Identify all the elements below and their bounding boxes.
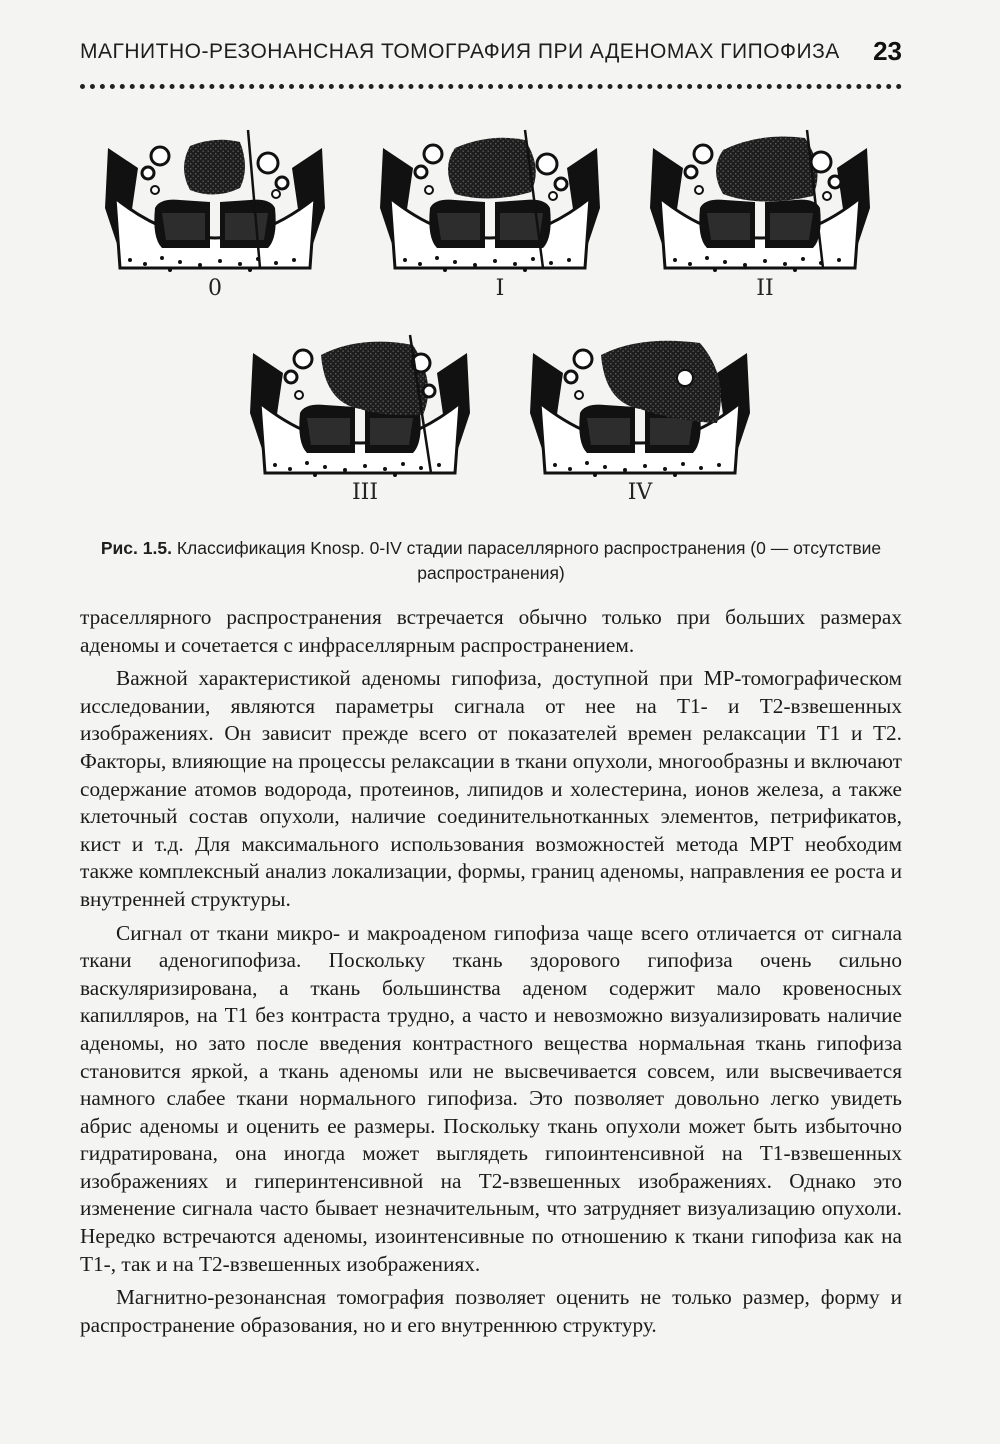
header-dotted-rule (80, 84, 902, 89)
knosp-diagram-stage-1 (375, 128, 605, 278)
body-text (80, 604, 902, 1345)
stage-label-3: III (351, 480, 379, 505)
stage-label-4: IV (627, 480, 653, 505)
stage-label-0: 0 (208, 276, 222, 301)
paragraph: Магнитно-резонансная томография позволяет оценить не только размер, форму и распространение образования, но и его внутреннюю структуру. (80, 1285, 902, 1337)
paragraph: Сигнал от ткани микро- и макроаденом гипофиза чаще всего отличается от сигнала ткани аденогипофиза. Поскольку ткань здорового гипофиза очень сильно васкуляризирована, а ткань большинства аденом содержит мало кровеносных капилляров, на Т1 без контраста трудно, а часто и невозможно визуализировать наличие аденомы, но зато после введения контрастного вещества нормальная ткань гипофиза становится яркой, а ткань аденомы или не высвечивается совсем, или высвечивается намного слабее ткани нормального гипофиза. Это позволяет довольно легко увидеть абрис аденомы и оценить ее размеры. Поскольку ткань опухоли может быть избыточно гидратирована, она иногда может выглядеть гипоинтенсивной на Т1-взвешенных изображениях и гиперинтенсивной на Т2-взвешенных изображениях. Однако это изменение сигнала часто бывает незначительным, что затрудняет визуализацию опухоли. Нередко встречаются аденомы, изоинтенсивные по отношению к ткани гипофиза как на Т1-, так и на Т2-взвешенных изображениях. (80, 920, 902, 1276)
knosp-figure (80, 108, 920, 528)
knosp-diagram-stage-3 (245, 333, 475, 483)
knosp-diagram-stage-2 (645, 128, 875, 278)
page-number: 23 (873, 36, 902, 66)
figure-caption-text: Классификация Knosp. 0-IV стадии параселлярного распространения (0 — отсутствие распространения) (176, 538, 882, 583)
knosp-diagram-stage-0 (100, 128, 330, 278)
stage-label-2: II (756, 276, 774, 301)
running-title: МАГНИТНО-РЕЗОНАНСНАЯ ТОМОГРАФИЯ ПРИ АДЕНОМАХ ГИПОФИЗА (80, 40, 840, 63)
knosp-diagram-stage-4 (525, 333, 755, 483)
figure-caption (80, 536, 902, 586)
page-header (80, 36, 902, 70)
figure-caption-number: Рис. 1.5. (100, 538, 172, 558)
paragraph: траселлярного распространения встречается обычно только при больших размерах аденомы и сочетается с инфраселлярным распространением. (80, 605, 902, 657)
stage-label-1: I (495, 276, 505, 301)
paragraph: Важной характеристикой аденомы гипофиза, доступной при МР-томографическом исследовании, являются параметры сигнала от нее на Т1- и Т2-взвешенных изображениях. Он зависит прежде всего от показателей времен релаксации Т1 и Т2. Факторы, влияющие на процессы релаксации в ткани опухоли, многообразны и включают содержание атомов водорода, протеинов, липидов и холестерина, ионов железа, а также клеточный состав опухоли, наличие соединительнотканных элементов, петрификатов, кист и т.д. Для максимального использования возможностей метода МРТ необходим также комплексный анализ локализации, формы, границ аденомы, направления ее роста и внутренней структуры. (80, 666, 902, 911)
